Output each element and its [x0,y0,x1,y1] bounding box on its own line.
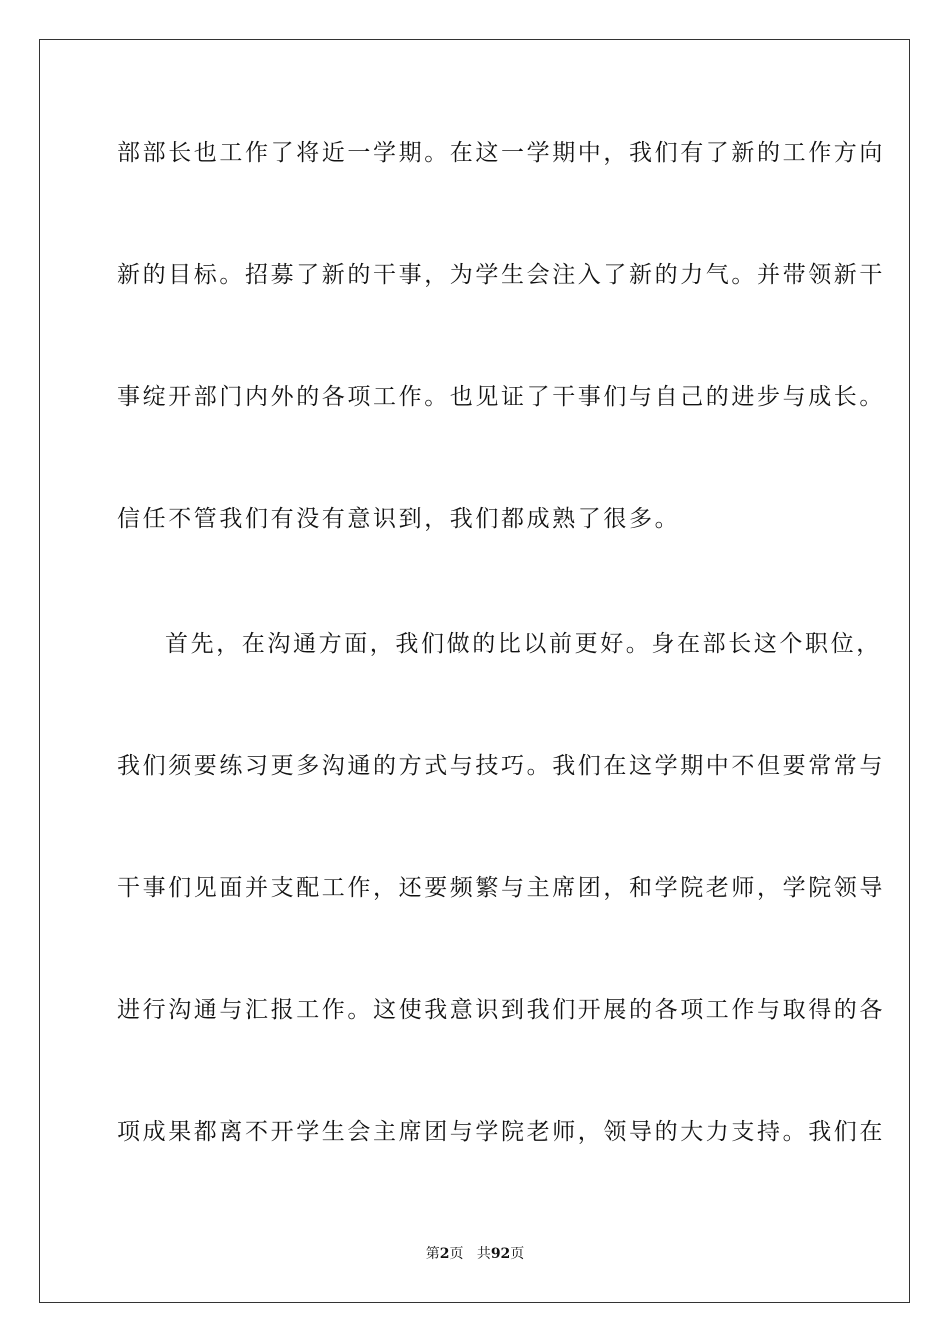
text-line-4: 信任不管我们有没有意识到，我们都成熟了很多。 [117,506,681,532]
footer-page-suffix: 页 [449,1246,464,1262]
text-line-1: 部部长也工作了将近一学期。在这一学期中，我们有了新的工作方向 [117,140,885,166]
text-line-3: 事绽开部门内外的各项工作。也见证了干事们与自己的进步与成长。 [117,384,885,410]
text-line-7: 干事们见面并支配工作，还要频繁与主席团，和学院老师，学院领导 [117,875,885,901]
text-line-9: 项成果都离不开学生会主席团与学院老师，领导的大力支持。我们在 [117,1119,885,1145]
footer-page-number: 2 [439,1246,450,1262]
page-footer [0,1245,950,1263]
text-line-2: 新的目标。招募了新的干事，为学生会注入了新的力气。并带领新干 [117,262,885,288]
footer-total-pages: 92 [490,1246,511,1262]
footer-total-prefix: 共 [476,1246,491,1262]
text-line-6: 我们须要练习更多沟通的方式与技巧。我们在这学期中不但要常常与 [117,753,885,779]
page-border [39,39,910,1303]
text-line-8: 进行沟通与汇报工作。这使我意识到我们开展的各项工作与取得的各 [117,997,885,1023]
text-line-5-paragraph-start: 首先，在沟通方面，我们做的比以前更好。身在部长这个职位， [165,631,882,657]
footer-page-prefix: 第 [425,1246,440,1262]
footer-total-suffix: 页 [510,1246,525,1262]
